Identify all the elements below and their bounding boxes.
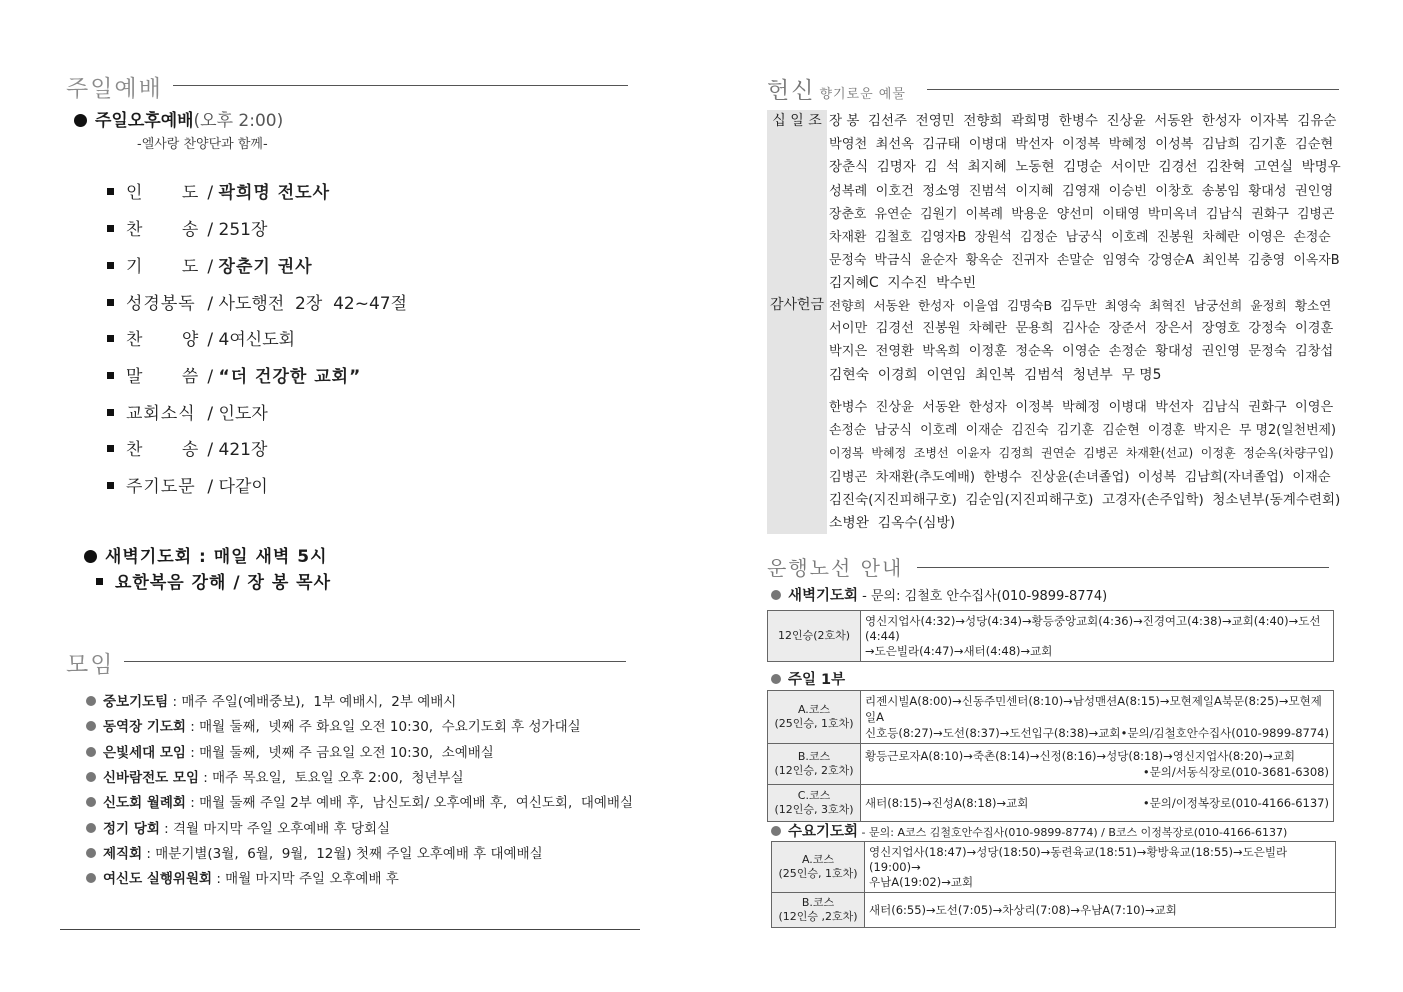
order-separator: / (202, 477, 219, 497)
order-value: 인도자 (218, 404, 268, 424)
square-bullet-icon (107, 445, 114, 452)
meeting-name: 신바람전도 모임 (103, 769, 199, 786)
bus-sunday-heading (771, 668, 845, 689)
order-separator: / (202, 257, 219, 277)
meeting-item (86, 715, 581, 735)
square-bullet-icon (107, 225, 114, 232)
square-bullet-icon (107, 409, 114, 416)
name-line: 장춘호 유연순 김원기 이복례 박용운 양선미 이태영 박미옥녀 김남식 권화구 김병곤 (829, 206, 1335, 222)
course-vehicle: (12인승 ,2호차) (778, 910, 858, 923)
course-name: A.코스 (801, 853, 835, 866)
bus-wednesday-title: 수요기도회 (788, 824, 859, 840)
course-vehicle: (25인승, 1호차) (778, 867, 858, 880)
order-label: 성경봉독 (126, 294, 196, 314)
meeting-desc: : 매월 둘째, 넷째 주 금요일 오전 10:30, 소예배실 (185, 744, 494, 761)
meeting-name: 정기 당회 (103, 820, 160, 837)
offering-title: 헌신 (767, 78, 816, 104)
meeting-name: 신도회 월례회 (103, 795, 186, 812)
bullet-icon (86, 721, 96, 731)
meeting-name: 여신도 실행위원회 (103, 871, 213, 888)
offering-list (767, 110, 1341, 534)
name-line: 박지은 전영환 박옥희 이정훈 정순옥 이영순 손정순 황대성 권인영 문정숙 김창섭 (829, 344, 1334, 360)
dawn-prayer-heading (84, 542, 328, 567)
order-label: 찬 송 (126, 220, 200, 240)
bus-course-cell: 12인승(2호차) (768, 611, 861, 662)
tithe-names (829, 110, 1341, 296)
bus-route-line: 황등근로자A(8:10)→죽촌(8:14)→신정(8:16)→성당(8:18)→영신지업사(8:20)→교회 (865, 749, 1295, 763)
table-row (768, 785, 1334, 822)
bus-course-cell (768, 785, 861, 822)
name-line: 김현숙 이경희 이연임 최인복 김범석 청년부 무 명5 (829, 366, 1162, 383)
bullet-icon (86, 696, 96, 706)
bus-contact: •문의/이정복장로(010-4166-6137) (1142, 796, 1329, 810)
meeting-desc: : 매월 둘째, 넷째 주 화요일 오전 10:30, 수요기도회 후 성가대실 (185, 719, 581, 736)
meeting-item (86, 741, 494, 761)
bus-course-cell (768, 691, 861, 744)
square-bullet-icon (107, 482, 114, 489)
service-time: (오후 2:00) (193, 111, 284, 131)
bullet-icon (86, 772, 96, 782)
bus-course-cell (772, 893, 865, 928)
course-vehicle: (12인승, 2호차) (774, 764, 854, 777)
meeting-item (86, 842, 543, 862)
bus-route-cell (865, 893, 1336, 928)
meeting-desc: : 격월 마지막 주일 오후예배 후 당회실 (159, 820, 391, 837)
name-line: 손정순 남궁식 이호례 이재순 김진숙 김기훈 김순현 이경훈 박지은 무 명2(일천번제) (829, 423, 1337, 439)
order-separator: / (202, 404, 219, 424)
meeting-item (86, 766, 464, 786)
name-line: 소병완 김옥수(심방) (829, 515, 956, 532)
square-bullet-icon (107, 335, 114, 342)
bullet-icon (86, 848, 96, 858)
table-row (772, 842, 1336, 893)
meeting-desc: : 매주 주일(예배중보), 1부 예배시, 2부 예배시 (168, 694, 457, 710)
meetings-section-title: 모임 (66, 652, 115, 678)
meeting-desc: : 매월 둘째 주일 2부 예배 후, 남신도회/ 오후예배 후, 여신도회, 대예배실 (185, 795, 633, 812)
order-value: 곽희명 전도사 (218, 183, 330, 203)
bus-contact: •문의/김철호안수집사(010-9899-8774) (1120, 726, 1329, 740)
bus-route-line: 새터(6:55)→도선(7:05)→차상리(7:08)→우남A(7:10)→교회 (869, 903, 1177, 917)
name-line: 박영천 최선옥 김규태 이병대 박선자 이정복 박혜정 이성복 김남희 김기훈 김순현 (829, 137, 1334, 153)
table-row (768, 744, 1334, 785)
offering-section-title (767, 72, 906, 105)
order-value: “더 건강한 교회” (218, 367, 362, 387)
order-item (107, 215, 267, 240)
bus-route-line: 새터(8:15)→진성A(8:18)→교회 (865, 796, 1029, 810)
tithe-label: 십 일 조 (767, 110, 827, 133)
worship-section-title: 주일예배 (66, 76, 163, 102)
meeting-desc: : 매주 목요일, 토요일 오후 2:00, 청년부실 (199, 769, 464, 786)
course-name: B.코스 (801, 896, 835, 909)
bus-route-cell (861, 611, 1334, 662)
course-name: C.코스 (797, 789, 831, 802)
order-item (107, 435, 267, 460)
meeting-desc: : 매분기별(3월, 6월, 9월, 12월) 첫째 주일 오후예배 후 대예배실 (142, 845, 543, 862)
order-separator: / (202, 440, 219, 460)
left-page-bottom-rule (60, 929, 640, 930)
name-line: 김진숙(지진피해구호) 김순임(지진피해구호) 고경자(손주입학) 청소년부(동계수련회) (829, 491, 1341, 508)
order-value: 251장 (218, 220, 268, 240)
offering-label-column (767, 110, 827, 534)
order-separator: / (202, 220, 219, 240)
square-bullet-icon (107, 299, 114, 306)
bus-route-cell (861, 785, 1334, 822)
bullet-icon (86, 823, 96, 833)
order-item (107, 399, 268, 424)
bus-sunday-table (767, 690, 1334, 822)
bullet-icon (84, 550, 97, 563)
table-row (768, 691, 1334, 744)
order-value: 장춘기 권사 (218, 257, 313, 277)
table-row (772, 893, 1336, 928)
meeting-item (86, 867, 399, 887)
bullet-icon (771, 674, 781, 684)
order-label: 말 씀 (126, 367, 200, 387)
bullet-icon (86, 873, 96, 883)
order-separator: / (202, 294, 219, 314)
order-separator: / (202, 330, 219, 350)
bus-route-cell (865, 842, 1336, 893)
bus-route-cell (861, 744, 1334, 785)
meeting-desc: : 매월 마지막 주일 오후예배 후 (212, 871, 399, 888)
name-line: 전향희 서동완 한성자 이을엽 김명숙B 김두만 최영숙 최혁진 남궁선희 윤정희 황소연 (829, 298, 1332, 313)
square-bullet-icon (107, 372, 114, 379)
meeting-name: 제직회 (103, 845, 143, 862)
bus-route-line: 리젠시빌A(8:00)→신동주민센터(8:10)→남성맨션A(8:15)→모현제일A북문(8:25)→모현제일A (865, 694, 1322, 724)
meeting-name: 동역장 기도회 (103, 719, 186, 736)
order-label: 기 도 (126, 257, 200, 277)
bus-section-title: 운행노선 안내 (767, 556, 904, 580)
dawn-prayer-title: 새벽기도회 : 매일 새벽 5시 (105, 547, 328, 567)
bullet-icon (771, 590, 781, 600)
order-label: 교회소식 (126, 404, 196, 424)
meetings-title-rule (124, 661, 626, 662)
order-item (107, 472, 268, 497)
name-line: 장춘식 김명자 김 석 최지혜 노동현 김명순 서이만 김경선 김찬혁 고연실 박명우 (829, 159, 1341, 176)
bus-wednesday-heading (771, 820, 1287, 841)
worship-title-rule (173, 85, 628, 86)
square-bullet-icon (96, 578, 103, 585)
course-vehicle: (12인승, 3호차) (774, 803, 854, 816)
offering-title-rule (927, 89, 1339, 90)
bus-route-line: 영신지업사(4:32)→성당(4:34)→황등중앙교회(4:36)→진경여고(4:38)→교회(4:40)→도선(4:44) (865, 614, 1321, 643)
order-separator: / (202, 367, 219, 387)
name-line: 문정숙 박금식 윤순자 황옥순 진귀자 손말순 임영숙 강영순A 최인복 김충영 이옥자B (829, 253, 1340, 269)
bus-route-line: →도은빌라(4:47)→새터(4:48)→교회 (865, 644, 1053, 658)
order-value: 사도행전 2장 42~47절 (218, 294, 408, 314)
meeting-item (86, 791, 633, 811)
bus-dawn-title: 새벽기도회 (788, 588, 859, 604)
bullet-icon (74, 114, 87, 127)
bullet-icon (86, 797, 96, 807)
bus-contact: •문의/서동식장로(010-3681-6308) (1142, 765, 1329, 779)
dawn-prayer-subtitle: 요한복음 강해 / 장 봉 목사 (115, 573, 332, 593)
meeting-name: 은빛세대 모임 (103, 744, 186, 761)
square-bullet-icon (107, 188, 114, 195)
bullet-icon (86, 747, 96, 757)
bullet-icon (771, 826, 781, 836)
order-value: 4여신도회 (218, 330, 296, 350)
bus-route-cell (861, 691, 1334, 744)
square-bullet-icon (107, 262, 114, 269)
order-item (107, 252, 313, 277)
name-line: 성복례 이호건 정소영 진범석 이지혜 김영재 이승빈 이창호 송봉임 황대성 권인영 (829, 183, 1334, 199)
meeting-item (86, 690, 456, 710)
order-item (107, 362, 361, 387)
afternoon-service-heading (74, 106, 283, 131)
service-name: 주일오후예배 (95, 111, 194, 131)
name-line: 김병곤 차재환(추도예배) 한병수 진상윤(손녀졸업) 이성복 김남희(자녀졸업) 이재순 (829, 469, 1331, 485)
service-subtitle: -엘사랑 찬양단과 함께- (137, 137, 268, 152)
course-name: A.코스 (797, 703, 831, 716)
bus-dawn-note: - 문의: 김철호 안수집사(010-9899-8774) (858, 589, 1108, 604)
thanks-label: 감사헌금 (767, 294, 827, 317)
order-item (107, 289, 407, 314)
order-item (107, 178, 330, 203)
order-label: 찬 양 (126, 330, 200, 350)
bus-dawn-table (767, 610, 1334, 662)
name-line: 장 봉 김선주 전영민 전향희 곽희명 한병수 진상윤 서동완 한성자 이자복 김유순 (829, 113, 1337, 129)
bus-route-line: 영신지업사(18:47)→성당(18:50)→동련육교(18:51)→황방육교(18:55)→도은빌라(19:00)→ (869, 845, 1288, 874)
order-item (107, 325, 295, 350)
bus-dawn-heading (771, 584, 1107, 605)
name-line: 이정복 박혜정 조병선 이윤자 김정희 권연순 김병곤 차재환(선교) 이정훈 정순옥(차량구입) (829, 446, 1334, 461)
order-label: 인 도 (126, 183, 200, 203)
name-line: 한병수 진상윤 서동완 한성자 이정복 박혜정 이병대 박선자 김남식 권화구 이영은 (829, 400, 1334, 415)
thanks-names (829, 294, 1341, 387)
thanks-names-2 (829, 396, 1341, 535)
bus-wednesday-note: - 문의: A코스 김철호안수집사(010-9899-8774) / B코스 이정복장로(010-4166-6137) (858, 826, 1288, 839)
offering-subtitle: 향기로운 예물 (819, 87, 906, 102)
order-label: 찬 송 (126, 440, 200, 460)
name-line: 서이만 김경선 진봉원 차혜란 문용희 김사순 장준서 장은서 장영호 강정숙 이경훈 (829, 321, 1334, 337)
bus-course-cell (772, 842, 865, 893)
course-vehicle: (25인승, 1호차) (774, 717, 854, 730)
bus-route-line: 우남A(19:02)→교회 (869, 875, 974, 889)
meeting-name: 중보기도팀 (103, 694, 169, 710)
order-value: 421장 (218, 440, 268, 460)
course-name: B.코스 (797, 750, 831, 763)
dawn-prayer-sub (96, 568, 331, 593)
order-value: 다같이 (218, 477, 268, 497)
bus-wednesday-table (771, 841, 1336, 928)
meeting-item (86, 817, 390, 837)
order-separator: / (202, 183, 219, 203)
name-line: 차재환 김철호 김영자B 장원석 김정순 남궁식 이호례 진봉원 차혜란 이영은 손정순 (829, 230, 1331, 246)
name-line: 김지혜C 지수진 박수빈 (829, 275, 977, 292)
bus-title-rule (917, 567, 1329, 568)
order-label: 주기도문 (126, 477, 196, 497)
bus-course-cell (768, 744, 861, 785)
bus-sunday-title: 주일 1부 (788, 672, 846, 688)
table-row (768, 611, 1334, 662)
bus-route-line: 신호등(8:27)→도선(8:37)→도선입구(8:38)→교회 (865, 726, 1121, 740)
